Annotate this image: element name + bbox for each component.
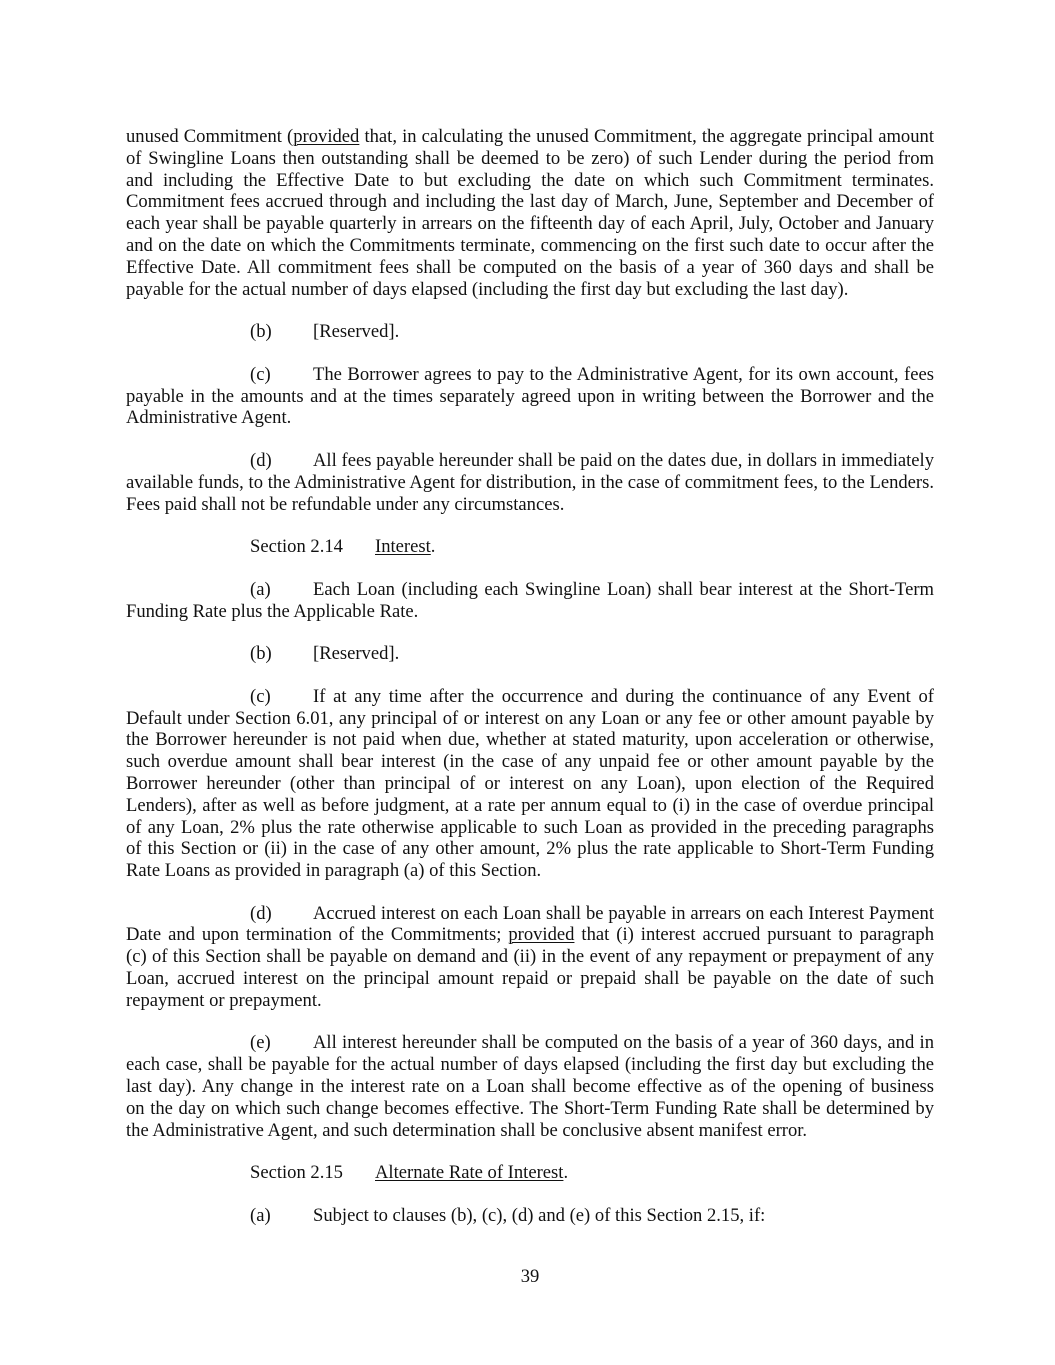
text-line	[126, 729, 934, 751]
text-line	[126, 126, 934, 148]
line-text: of this Section or (ii) in the case of any other amount, 2% plus the rate applicable to Short-Term Funding	[126, 838, 934, 860]
line-text: All interest hereunder shall be computed on the basis of a year of 360 days, and in	[313, 1032, 934, 1054]
text-line	[126, 990, 934, 1012]
text-line	[126, 946, 934, 968]
line-text: available funds, to the Administrative Agent for distribution, in the case of commitment fees, to the Lenders.	[126, 471, 934, 493]
line-text: of any Loan, 2% plus the rate otherwise applicable to such Loan as provided in the preceding paragraphs	[126, 816, 934, 838]
text-line	[126, 601, 934, 623]
text-line	[126, 795, 934, 817]
line-text: [Reserved].	[313, 643, 400, 665]
clause-paragraph	[126, 579, 934, 623]
text-line	[126, 386, 934, 408]
document-body	[126, 126, 934, 1247]
clause-paragraph	[126, 321, 934, 343]
text-line	[126, 1162, 934, 1184]
clause-label: (c)	[250, 685, 271, 707]
text-line	[126, 1032, 934, 1054]
line-text: .	[563, 1162, 569, 1184]
clause-paragraph	[126, 643, 934, 665]
text-line	[126, 407, 934, 429]
line-text: Borrower hereunder (other than principal of or interest on any Loan), upon election of the Required	[126, 772, 934, 794]
text-line	[126, 170, 934, 192]
clause-paragraph	[126, 450, 934, 515]
text-line	[126, 838, 934, 860]
underlined-term: provided	[508, 924, 575, 946]
line-text: Rate Loans as provided in paragraph (a) of this Section.	[126, 860, 542, 882]
line-text: unused Commitment (	[126, 126, 294, 147]
text-line	[126, 968, 934, 990]
text-line	[126, 321, 934, 343]
line-text: Fees paid shall not be refundable under any circumstances.	[126, 493, 565, 515]
line-text: on the day on which such change becomes effective. The Short-Term Funding Rate shall be determined by	[126, 1097, 934, 1119]
text-line	[126, 643, 934, 665]
line-text: .	[430, 536, 436, 558]
line-text: that (i) interest accrued pursuant to paragraph	[574, 924, 934, 946]
line-text: Date and upon termination of the Commitments;	[126, 924, 509, 946]
section-heading	[126, 536, 934, 558]
text-line	[126, 257, 934, 279]
line-text: payable for the actual number of days elapsed (including the first day but excluding the last day).	[126, 278, 849, 300]
clause-paragraph	[126, 1205, 934, 1227]
line-text: Accrued interest on each Loan shall be payable in arrears on each Interest Payment	[313, 902, 934, 924]
line-text: of Swingline Loans then outstanding shall be deemed to be zero) of such Lender during the period from	[126, 147, 934, 169]
text-line	[126, 1205, 934, 1227]
line-text: payable in the amounts and at the times separately agreed upon in writing between the Borrower and the	[126, 385, 934, 407]
text-line	[126, 903, 934, 925]
page-number: 39	[520, 1266, 540, 1287]
clause-label: (d)	[250, 902, 272, 924]
underlined-term: Alternate Rate of Interest	[375, 1162, 564, 1184]
line-text: repayment or prepayment.	[126, 989, 322, 1011]
underlined-term: provided	[293, 126, 360, 147]
line-text: Default under Section 6.01, any principal of or interest on any Loan or any fee or other amount payable by	[126, 707, 934, 729]
line-text: Commitment fees accrued through and including the last day of March, June, September and December of	[126, 191, 934, 213]
line-text: and on the date on which the Commitments terminate, commencing on the first such date to occur after the	[126, 234, 934, 256]
line-text: and including the Effective Date to but excluding the date on which such Commitment terminates.	[126, 169, 934, 191]
text-line	[126, 450, 934, 472]
text-line	[126, 472, 934, 494]
line-text: Effective Date. All commitment fees shall be computed on the basis of a year of 360 days and shall be	[126, 256, 934, 278]
section-number: Section 2.14	[250, 536, 343, 558]
text-line	[126, 279, 934, 301]
text-line	[126, 773, 934, 795]
clause-label: (a)	[250, 1204, 271, 1226]
text-line	[126, 213, 934, 235]
text-line	[126, 536, 934, 558]
line-text: last day). Any change in the interest rate on a Loan shall become effective as of the opening of business	[126, 1076, 934, 1098]
clause-label: (b)	[250, 321, 272, 343]
text-line	[126, 494, 934, 516]
line-text: If at any time after the occurrence and during the continuance of any Event of	[313, 685, 934, 707]
clause-label: (d)	[250, 449, 272, 471]
clause-label: (b)	[250, 643, 272, 665]
text-line	[126, 579, 934, 601]
text-line	[126, 817, 934, 839]
text-line	[126, 924, 934, 946]
line-text: [Reserved].	[313, 321, 400, 343]
text-line	[126, 1120, 934, 1142]
clause-label: (c)	[250, 363, 271, 385]
clause-label: (a)	[250, 578, 271, 600]
text-line	[126, 1076, 934, 1098]
line-text: Funding Rate plus the Applicable Rate.	[126, 600, 419, 622]
line-text: The Borrower agrees to pay to the Administrative Agent, for its own account, fees	[313, 363, 934, 385]
section-heading	[126, 1162, 934, 1184]
underlined-term: Interest	[375, 536, 431, 558]
line-text: Administrative Agent.	[126, 407, 292, 429]
clause-paragraph	[126, 903, 934, 1012]
line-text: Each Loan (including each Swingline Loan) shall bear interest at the Short-Term	[313, 578, 934, 600]
line-text: All fees payable hereunder shall be paid on the dates due, in dollars in immediately	[313, 449, 934, 471]
line-text: the Borrower hereunder is not paid when due, whether at stated maturity, upon acceleration or otherwise,	[126, 729, 934, 751]
line-text: each year shall be payable quarterly in arrears on the fifteenth day of each April, July, October and January	[126, 213, 934, 235]
text-line	[126, 860, 934, 882]
clause-paragraph	[126, 1032, 934, 1141]
line-text: each case, shall be payable for the actual number of days elapsed (including the first day but excluding the	[126, 1054, 934, 1076]
body-paragraph	[126, 126, 934, 300]
clause-paragraph	[126, 364, 934, 429]
text-line	[126, 235, 934, 257]
text-line	[126, 1098, 934, 1120]
line-text: Loan, accrued interest on the principal amount repaid or prepaid shall be payable on the date of such	[126, 968, 934, 990]
text-line	[126, 708, 934, 730]
line-text: the Administrative Agent, and such determination shall be conclusive absent manifest error.	[126, 1119, 808, 1141]
line-text: Subject to clauses (b), (c), (d) and (e) of this Section 2.15, if:	[313, 1204, 766, 1226]
clause-paragraph	[126, 686, 934, 882]
line-text: such overdue amount shall bear interest (in the case of any unpaid fee or other amount payable by the	[126, 751, 934, 773]
text-line	[126, 191, 934, 213]
line-text: (c) of this Section shall be payable on demand and (ii) in the event of any repayment or prepayment of any	[126, 946, 934, 968]
text-line	[126, 686, 934, 708]
line-text: that, in calculating the unused Commitment, the aggregate principal amount	[359, 126, 934, 147]
text-line	[126, 148, 934, 170]
text-line	[126, 1054, 934, 1076]
clause-label: (e)	[250, 1032, 271, 1054]
text-line	[126, 364, 934, 386]
section-number: Section 2.15	[250, 1162, 343, 1184]
text-line	[126, 751, 934, 773]
line-text: Lenders), after as well as before judgment, at a rate per annum equal to (i) in the case of overdue principal	[126, 794, 934, 816]
